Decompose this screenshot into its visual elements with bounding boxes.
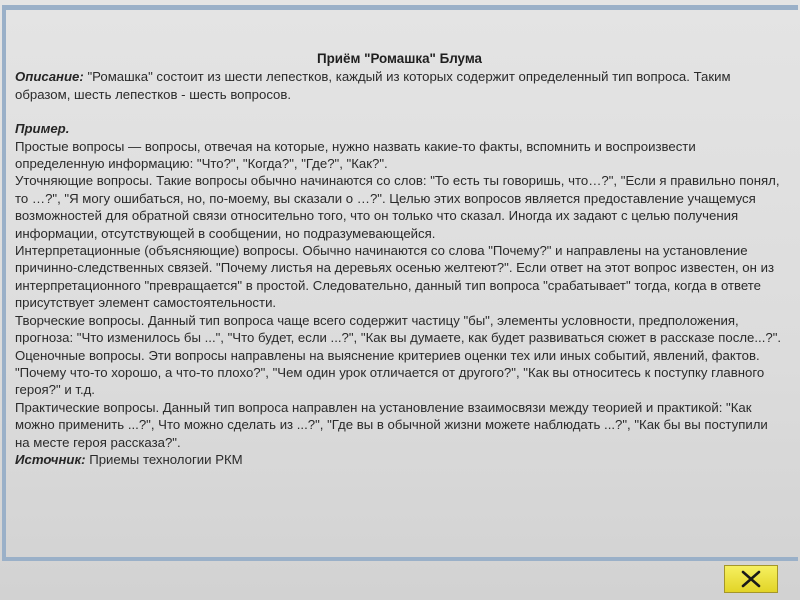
example-heading [15, 120, 784, 137]
evaluative-questions-paragraph: Оценочные вопросы. Эти вопросы направлены на выяснение критериев оценки тех или иных событий, явлений, фактов. "Почему что-то хорошо, а что-то плохо?", "Чем один урок отличается от другого?", "Как вы относитесь к поступку главного героя?" и т.д. [15, 347, 765, 398]
clarifying-questions-paragraph: Уточняющие вопросы. Такие вопросы обычно начинаются со слов: "То есть ты говоришь, что…?", "Если я правильно понял, то …?", "Я могу ошибаться, но, по-моему, вы сказали о …?". Целью этих вопросов является предоставление учащемуся возможностей для обратной связи относительно того, что он только что сказал. Иногда их задают с целью получения информации, отсутствующей в сообщении, но подразумевающейся. [15, 173, 780, 241]
frame-left-border [2, 5, 6, 560]
slide-title: Приём "Ромашка" Блума [316, 51, 482, 66]
description-paragraph [15, 68, 784, 103]
paragraph-spacer [15, 103, 784, 120]
description-text: "Ромашка" состоит из шести лепестков, каждый из которых содержит определенный тип вопроса. Таким образом, шесть лепестков - шесть вопросов. [15, 69, 731, 102]
interpretive-questions-paragraph: Интерпретационные (объясняющие) вопросы. Обычно начинаются со слова "Почему?" и направлены на установление причинно-следственных связей. "Почему листья на деревьях осенью желтеют?". Если ответ на этот вопрос известен, он из интерпретационного "превращается" в простой. Следовательно, данный тип вопроса "срабатывает" тогда, когда в ответе присутствует элемент самостоятельности. [15, 243, 774, 311]
x-cross-icon [740, 570, 762, 588]
frame-top-border [6, 5, 798, 10]
simple-questions-paragraph: Простые вопросы — вопросы, отвечая на которые, нужно назвать какие-то факты, вспомнить и воспроизвести определенную информацию: "Что?", "Когда?", "Где?", "Как?". [15, 138, 696, 172]
source-label: Источник: [15, 451, 86, 467]
next-slide-button[interactable] [724, 565, 778, 593]
slide-text-block [7, 50, 792, 555]
source-paragraph [15, 451, 784, 468]
creative-questions-paragraph: Творческие вопросы. Данный тип вопроса чаще всего содержит частицу "бы", элементы условности, предположения, прогноза: "Что изменилось бы ...", "Что будет, если ...?", "Как вы думаете, как будет развиваться сюжет в рассказе после...?". [15, 312, 782, 346]
practical-questions-paragraph: Практические вопросы. Данный тип вопроса направлен на установление взаимосвязи между теорией и практикой: "Как можно применить ...?", Что можно сделать из ...?", "Где вы в обычной жизни можете наблюдать ...?", "Как бы вы поступили на месте героя рассказа?". [15, 399, 768, 450]
example-label: Пример. [15, 121, 70, 137]
description-label: Описание: [15, 69, 84, 85]
source-text: Приемы технологии РКМ [85, 451, 243, 467]
frame-bottom-border [2, 557, 798, 561]
